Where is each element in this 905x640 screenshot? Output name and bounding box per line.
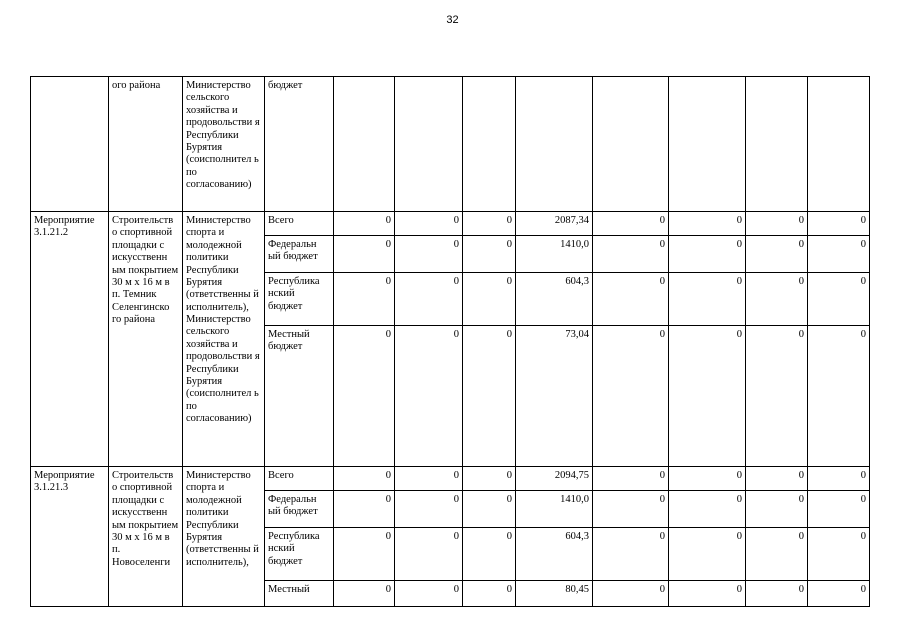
value-cell: 0 [463, 236, 516, 273]
value-cell: 0 [593, 212, 669, 236]
value-cell: 0 [395, 326, 463, 467]
measure-name-cell: Строительств о спортивной площадки с искусственн ым покрытием 30 м х 16 м в п. Темник Селенгинско го района [109, 212, 183, 467]
value-cell: 0 [334, 273, 395, 326]
value-cell: 73,04 [516, 326, 593, 467]
value-cell: 0 [334, 212, 395, 236]
table-row [31, 212, 870, 236]
value-cell: 0 [463, 326, 516, 467]
value-cell [334, 77, 395, 212]
value-cell [808, 77, 870, 212]
value-cell [395, 77, 463, 212]
measure-code-cell: Мероприятие 3.1.21.2 [31, 212, 109, 467]
funding-source-cell: Местный [265, 581, 334, 607]
value-cell: 0 [334, 467, 395, 491]
value-cell: 0 [808, 467, 870, 491]
value-cell: 0 [395, 273, 463, 326]
funding-source-cell: Всего [265, 467, 334, 491]
page-number: 32 [446, 14, 459, 26]
funding-source-cell: бюджет [265, 77, 334, 212]
value-cell: 0 [334, 581, 395, 607]
value-cell: 0 [463, 581, 516, 607]
value-cell: 1410,0 [516, 491, 593, 528]
value-cell: 0 [669, 467, 746, 491]
value-cell: 604,3 [516, 273, 593, 326]
value-cell: 0 [334, 491, 395, 528]
value-cell: 0 [395, 528, 463, 581]
funding-source-cell: Республика нский бюджет [265, 273, 334, 326]
measure-name-cell: ого района [109, 77, 183, 212]
value-cell: 0 [395, 212, 463, 236]
value-cell: 0 [746, 467, 808, 491]
value-cell: 2094,75 [516, 467, 593, 491]
value-cell: 0 [593, 236, 669, 273]
value-cell: 0 [593, 326, 669, 467]
value-cell: 0 [334, 528, 395, 581]
value-cell: 0 [746, 528, 808, 581]
value-cell: 0 [746, 491, 808, 528]
value-cell: 0 [593, 528, 669, 581]
table-body [31, 77, 870, 607]
value-cell: 0 [746, 326, 808, 467]
value-cell: 0 [808, 491, 870, 528]
value-cell: 0 [463, 528, 516, 581]
value-cell: 0 [463, 212, 516, 236]
value-cell: 0 [593, 581, 669, 607]
value-cell: 0 [808, 212, 870, 236]
value-cell: 0 [593, 467, 669, 491]
value-cell: 0 [395, 236, 463, 273]
value-cell: 0 [746, 236, 808, 273]
value-cell: 0 [669, 491, 746, 528]
funding-source-cell: Федеральн ый бюджет [265, 491, 334, 528]
value-cell: 0 [593, 491, 669, 528]
value-cell: 0 [395, 581, 463, 607]
value-cell: 0 [334, 326, 395, 467]
value-cell: 1410,0 [516, 236, 593, 273]
value-cell [746, 77, 808, 212]
executor-cell: Министерство спорта и молодежной политики Республики Бурятия (ответственны й исполнитель), [183, 467, 265, 607]
value-cell: 0 [669, 326, 746, 467]
value-cell [593, 77, 669, 212]
executor-cell: Министерство сельского хозяйства и продовольстви я Республики Бурятия (соисполнител ь по согласованию) [183, 77, 265, 212]
value-cell: 0 [669, 528, 746, 581]
funding-source-cell: Федеральн ый бюджет [265, 236, 334, 273]
value-cell: 0 [463, 273, 516, 326]
measure-code-cell: Мероприятие 3.1.21.3 [31, 467, 109, 607]
value-cell: 604,3 [516, 528, 593, 581]
value-cell: 0 [463, 467, 516, 491]
value-cell: 0 [746, 273, 808, 326]
value-cell: 0 [669, 236, 746, 273]
table-row [31, 467, 870, 491]
value-cell: 0 [746, 212, 808, 236]
executor-cell: Министерство спорта и молодежной политики Республики Бурятия (ответственны й исполнитель), Министерство сельского хозяйства и продовольстви я Республики Бурятия (соисполнител ь по согласованию) [183, 212, 265, 467]
value-cell [463, 77, 516, 212]
value-cell [669, 77, 746, 212]
value-cell: 0 [669, 273, 746, 326]
value-cell: 2087,34 [516, 212, 593, 236]
value-cell: 0 [808, 236, 870, 273]
value-cell: 0 [669, 581, 746, 607]
value-cell: 0 [808, 273, 870, 326]
measure-name-cell: Строительств о спортивной площадки с искусственн ым покрытием 30 м х 16 м в п. Новоселенги [109, 467, 183, 607]
value-cell: 0 [463, 491, 516, 528]
funding-source-cell: Местный бюджет [265, 326, 334, 467]
value-cell: 80,45 [516, 581, 593, 607]
value-cell: 0 [395, 491, 463, 528]
value-cell: 0 [746, 581, 808, 607]
value-cell: 0 [808, 326, 870, 467]
value-cell: 0 [808, 581, 870, 607]
value-cell: 0 [669, 212, 746, 236]
value-cell: 0 [808, 528, 870, 581]
value-cell [516, 77, 593, 212]
table-row [31, 77, 870, 212]
value-cell: 0 [334, 236, 395, 273]
budget-table [30, 76, 870, 607]
value-cell: 0 [593, 273, 669, 326]
measure-code-cell [31, 77, 109, 212]
funding-source-cell: Всего [265, 212, 334, 236]
funding-source-cell: Республика нский бюджет [265, 528, 334, 581]
value-cell: 0 [395, 467, 463, 491]
